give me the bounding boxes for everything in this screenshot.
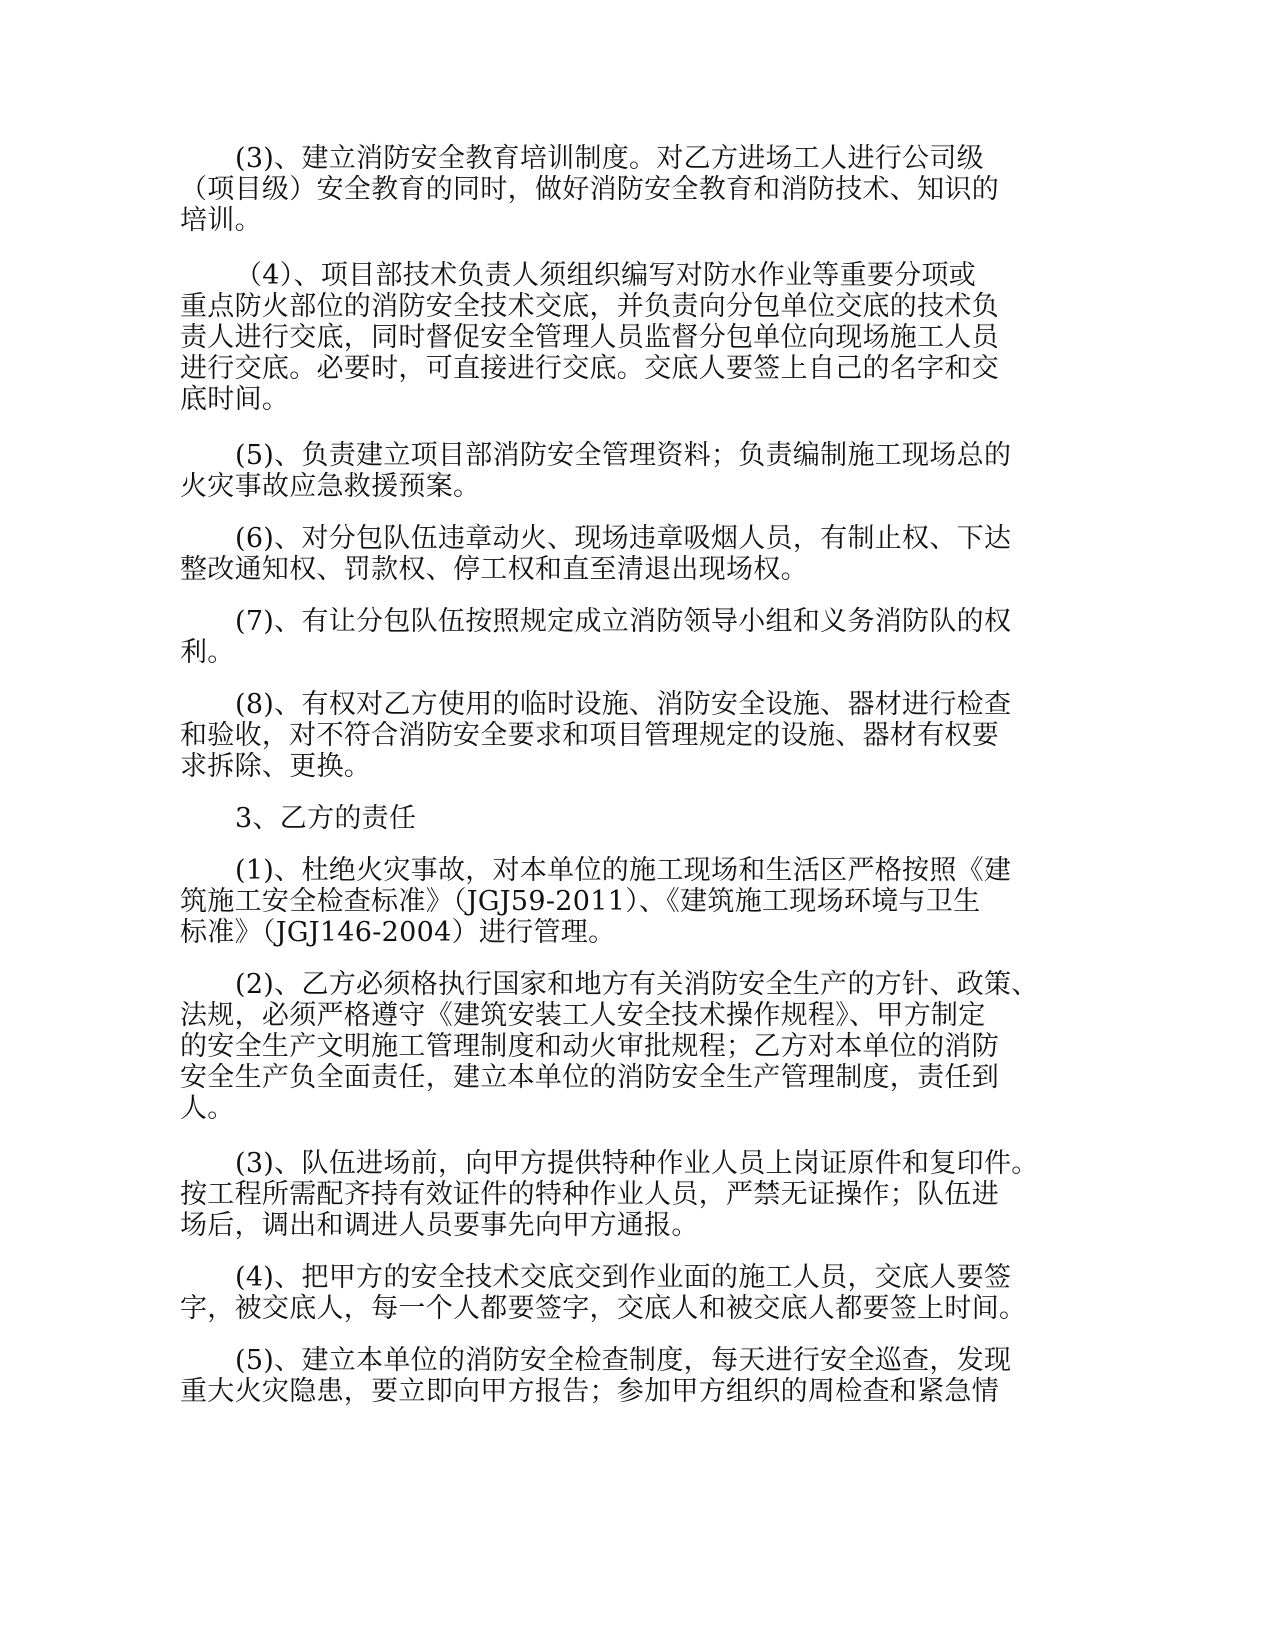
text-line: 重点防火部位的消防安全技术交底，并负责向分包单位交底的技术负	[180, 291, 999, 322]
text-line: 的安全生产文明施工管理制度和动火审批规程；乙方对本单位的消防	[180, 1031, 999, 1062]
text-line: 标准》（JGJ146-2004）进行管理。	[180, 917, 616, 948]
text-line: (2)、乙方必须格执行国家和地方有关消防安全生产的方针、政策、	[235, 969, 1039, 1000]
text-line: 求拆除、更换。	[180, 751, 372, 782]
paragraph-violation-control	[180, 523, 1011, 585]
paragraph-fire-team	[180, 606, 1011, 668]
text-line: 场后，调出和调进人员要事先向甲方通报。	[180, 1210, 699, 1241]
text-line: 底时间。	[180, 384, 290, 415]
section-heading-party-b	[180, 803, 416, 834]
paragraph-regulations	[180, 969, 1039, 1124]
text-line: 字，被交底人，每一个人都要签字，交底人和被交底人都要签上时间。	[180, 1293, 1027, 1324]
text-line: (5)、负责建立项目部消防安全管理资料；负责编制施工现场总的	[235, 440, 1012, 471]
text-line: 整改通知权、罚款权、停工权和直至清退出现场权。	[180, 554, 808, 585]
text-line: （项目级）安全教育的同时，做好消防安全教育和消防技术、知识的	[180, 174, 999, 205]
text-line: 火灾事故应急救援预案。	[180, 471, 481, 502]
text-line: (5)、建立本单位的消防安全检查制度，每天进行安全巡查，发现	[235, 1345, 1012, 1376]
text-line: (8)、有权对乙方使用的临时设施、消防安全设施、器材进行检查	[235, 689, 1012, 720]
text-line: 培训。	[180, 205, 262, 236]
paragraph-fire-safety-training	[180, 143, 999, 236]
paragraph-special-workers	[180, 1148, 1039, 1241]
text-line: 人。	[180, 1093, 235, 1124]
paragraph-prevent-fire	[180, 855, 1011, 948]
text-line: (7)、有让分包队伍按照规定成立消防领导小组和义务消防队的权	[235, 606, 1012, 637]
paragraph-inspection-system	[180, 1345, 1011, 1407]
text-line: (6)、对分包队伍违章动火、现场违章吸烟人员，有制止权、下达	[235, 523, 1012, 554]
text-line: 按工程所需配齐持有效证件的特种作业人员，严禁无证操作；队伍进	[180, 1179, 999, 1210]
text-line: 和验收，对不符合消防安全要求和项目管理规定的设施、器材有权要	[180, 720, 999, 751]
text-line: 进行交底。必要时，可直接进行交底。交底人要签上自己的名字和交	[180, 353, 999, 384]
paragraph-sign-disclosure	[180, 1262, 1026, 1324]
text-line: 法规，必须严格遵守《建筑安装工人安全技术操作规程》、甲方制定	[180, 1000, 986, 1031]
text-line: 利。	[180, 637, 235, 668]
paragraph-safety-records	[180, 440, 1011, 502]
text-line: (1)、杜绝火灾事故，对本单位的施工现场和生活区严格按照《建	[235, 855, 1012, 886]
paragraph-technical-disclosure	[180, 260, 999, 446]
text-line: 3、乙方的责任	[235, 803, 417, 834]
text-line: (3)、建立消防安全教育培训制度。对乙方进场工人进行公司级	[235, 143, 984, 174]
text-line: (3)、队伍进场前，向甲方提供特种作业人员上岗证原件和复印件。	[235, 1148, 1039, 1179]
text-line: （4）、项目部技术负责人须组织编写对防水作业等重要分项或	[235, 260, 977, 291]
text-line: 筑施工安全检查标准》（JGJ59-2011）、《建筑施工现场环境与卫生	[180, 886, 981, 917]
text-line: 安全生产负全面责任，建立本单位的消防安全生产管理制度，责任到	[180, 1062, 999, 1093]
text-line: (4)、把甲方的安全技术交底交到作业面的施工人员，交底人要签	[235, 1262, 1012, 1293]
paragraph-inspection-rights	[180, 689, 1011, 782]
text-line: 责人进行交底，同时督促安全管理人员监督分包单位向现场施工人员	[180, 322, 999, 353]
text-line: 重大火灾隐患，要立即向甲方报告；参加甲方组织的周检查和紧急情	[180, 1376, 999, 1407]
